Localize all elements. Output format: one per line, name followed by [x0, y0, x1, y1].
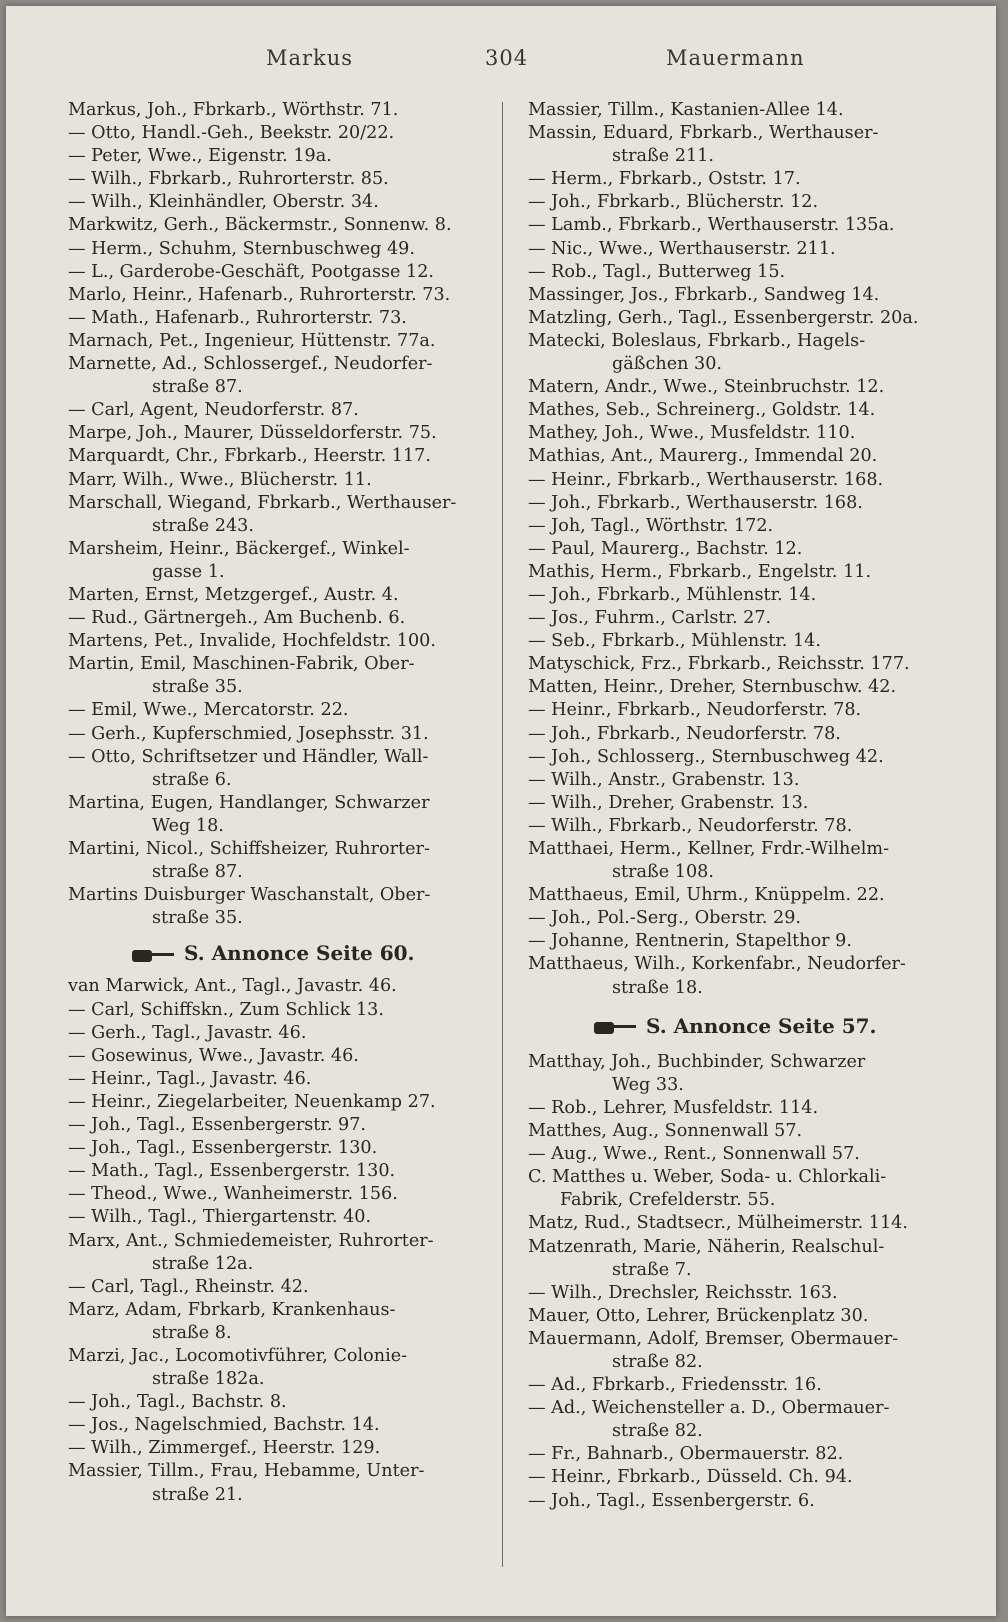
- directory-entry: — Herm., Schuhm, Sternbuschweg 49.: [68, 238, 415, 259]
- directory-page: [6, 6, 996, 1616]
- directory-entry-continuation: straße 18.: [612, 977, 703, 998]
- directory-entry: Matzenrath, Marie, Näherin, Realschul-: [528, 1236, 885, 1257]
- column-divider: [502, 102, 503, 1567]
- page-number: 304: [485, 46, 529, 70]
- directory-entry: — Joh., Fbrkarb., Mühlenstr. 14.: [528, 584, 817, 605]
- directory-entry: Martins Duisburger Waschanstalt, Ober-: [68, 885, 431, 906]
- directory-entry-continuation: straße 21.: [152, 1484, 243, 1505]
- directory-entry: — Heinr., Ziegelarbeiter, Neuenkamp 27.: [68, 1091, 436, 1112]
- directory-entry: Martina, Eugen, Handlanger, Schwarzer: [68, 792, 430, 813]
- directory-entry: Massinger, Jos., Fbrkarb., Sandweg 14.: [528, 284, 880, 305]
- directory-entry: — Carl, Agent, Neudorferstr. 87.: [68, 400, 359, 421]
- directory-entry: — Wilh., Anstr., Grabenstr. 13.: [528, 769, 800, 790]
- directory-entry: Mathey, Joh., Wwe., Musfeldstr. 110.: [528, 423, 856, 444]
- directory-entry: Matthaei, Herm., Kellner, Frdr.-Wilhelm-: [528, 839, 890, 859]
- directory-entry: Marschall, Wiegand, Fbrkarb., Werthauser-: [68, 492, 457, 513]
- directory-entry: — Rob., Tagl., Butterweg 15.: [528, 261, 786, 282]
- directory-entry: Massier, Tillm., Frau, Hebamme, Unter-: [68, 1461, 425, 1482]
- directory-entry: — Jos., Nagelschmied, Bachstr. 14.: [68, 1415, 380, 1436]
- directory-entry: — Seb., Fbrkarb., Mühlenstr. 14.: [528, 631, 821, 652]
- directory-entry: — Joh., Fbrkarb., Neudorferstr. 78.: [528, 723, 841, 744]
- directory-entry: Marsheim, Heinr., Bäckergef., Winkel-: [68, 538, 410, 559]
- directory-entry: — Emil, Wwe., Mercatorstr. 22.: [68, 700, 349, 721]
- directory-entry: — Gerh., Tagl., Javastr. 46.: [68, 1022, 307, 1043]
- directory-entry-continuation: straße 35.: [152, 908, 243, 929]
- annonce-text: S. Annonce Seite 57.: [646, 1013, 877, 1038]
- directory-entry: — Carl, Tagl., Rheinstr. 42.: [68, 1276, 309, 1297]
- directory-entry: Matten, Heinr., Dreher, Sternbuschw. 42.: [528, 677, 897, 698]
- right-column: [528, 99, 968, 1513]
- directory-entry: — Gosewinus, Wwe., Javastr. 46.: [68, 1045, 359, 1066]
- directory-entry: Marten, Ernst, Metzgergef., Austr. 4.: [68, 584, 399, 605]
- directory-entry-continuation: straße 243.: [152, 515, 254, 536]
- directory-entry: Marnach, Pet., Ingenieur, Hüttenstr. 77a.: [68, 330, 436, 351]
- directory-entry: — Wilh., Kleinhändler, Oberstr. 34.: [68, 192, 379, 213]
- directory-entry: — Joh., Tagl., Essenbergerstr. 6.: [528, 1490, 815, 1511]
- directory-entry: — Joh, Tagl., Wörthstr. 172.: [528, 515, 774, 536]
- directory-entry: Marnette, Ad., Schlossergef., Neudorfer-: [68, 354, 433, 375]
- directory-entry-continuation: straße 35.: [152, 677, 243, 698]
- page-header: [6, 46, 996, 76]
- directory-entry: — Aug., Wwe., Rent., Sonnenwall 57.: [528, 1144, 860, 1165]
- directory-entry-continuation: straße 87.: [152, 377, 243, 398]
- directory-entry: Matthaeus, Emil, Uhrm., Knüppelm. 22.: [528, 885, 885, 906]
- directory-entry: Marr, Wilh., Wwe., Blücherstr. 11.: [68, 469, 372, 490]
- directory-entry: — Rud., Gärtnergeh., Am Buchenb. 6.: [68, 608, 406, 629]
- directory-entry: — Wilh., Zimmergef., Heerstr. 129.: [68, 1438, 381, 1459]
- directory-entry: — Carl, Schiffskn., Zum Schlick 13.: [68, 999, 384, 1020]
- directory-entry: — Ad., Fbrkarb., Friedensstr. 16.: [528, 1375, 822, 1396]
- directory-entry: Marzi, Jac., Locomotivführer, Colonie-: [68, 1345, 408, 1366]
- directory-entry: — Wilh., Dreher, Grabenstr. 13.: [528, 792, 809, 813]
- directory-entry: Marpe, Joh., Maurer, Düsseldorferstr. 75.: [68, 423, 437, 444]
- pointing-hand-icon: [594, 1020, 636, 1034]
- directory-entry-continuation: gäßchen 30.: [612, 354, 723, 375]
- annonce-text: S. Annonce Seite 60.: [184, 941, 415, 966]
- directory-entry: Matzling, Gerh., Tagl., Essenbergerstr. 20a.: [528, 307, 919, 328]
- directory-entry-continuation: Fabrik, Crefelderstr. 55.: [560, 1190, 776, 1211]
- directory-entry-continuation: straße 12a.: [152, 1253, 254, 1274]
- directory-entry: — Paul, Maurerg., Bachstr. 12.: [528, 538, 803, 559]
- directory-entry: — Joh., Schlosserg., Sternbuschweg 42.: [528, 746, 884, 767]
- pointing-hand-icon: [132, 948, 174, 962]
- directory-entry: — L., Garderobe-Geschäft, Pootgasse 12.: [68, 261, 435, 282]
- directory-entry: Matthaeus, Wilh., Korkenfabr., Neudorfer-: [528, 954, 906, 975]
- directory-entry: — Otto, Handl.-Geh., Beekstr. 20/22.: [68, 123, 395, 144]
- directory-entry: — Wilh., Tagl., Thiergartenstr. 40.: [68, 1207, 372, 1228]
- directory-entry: Martin, Emil, Maschinen-Fabrik, Ober-: [68, 654, 415, 675]
- annonce-reference: [68, 930, 500, 975]
- directory-entry: Martini, Nicol., Schiffsheizer, Ruhrorter-: [68, 839, 430, 859]
- directory-entry-continuation: straße 108.: [612, 862, 714, 883]
- directory-entry: Markus, Joh., Fbrkarb., Wörthstr. 71.: [68, 100, 399, 120]
- directory-entry: Mauer, Otto, Lehrer, Brückenplatz 30.: [528, 1305, 869, 1326]
- directory-entry: — Jos., Fuhrm., Carlstr. 27.: [528, 608, 772, 629]
- annonce-reference: [528, 1000, 968, 1051]
- directory-entry: — Wilh., Fbrkarb., Ruhrorterstr. 85.: [68, 169, 389, 190]
- directory-entry: Matthes, Aug., Sonnenwall 57.: [528, 1121, 803, 1142]
- directory-entry-continuation: straße 82.: [612, 1421, 703, 1442]
- directory-entry: — Gerh., Kupferschmied, Josephsstr. 31.: [68, 723, 429, 744]
- directory-entry: — Joh., Tagl., Bachstr. 8.: [68, 1392, 287, 1413]
- directory-entry: — Theod., Wwe., Wanheimerstr. 156.: [68, 1184, 398, 1205]
- directory-entry-continuation: Weg 33.: [612, 1074, 684, 1095]
- directory-entry: — Rob., Lehrer, Musfeldstr. 114.: [528, 1097, 819, 1118]
- directory-entry: — Peter, Wwe., Eigenstr. 19a.: [68, 146, 332, 167]
- directory-entry: Matyschick, Frz., Fbrkarb., Reichsstr. 177.: [528, 654, 910, 675]
- header-left-keyword: Markus: [266, 46, 354, 70]
- directory-entry-continuation: straße 8.: [152, 1322, 232, 1343]
- directory-entry-continuation: straße 7.: [612, 1259, 692, 1280]
- directory-entry: Mathis, Herm., Fbrkarb., Engelstr. 11.: [528, 561, 872, 582]
- directory-entry: Marz, Adam, Fbrkarb, Krankenhaus-: [68, 1299, 396, 1320]
- directory-entry: van Marwick, Ant., Tagl., Javastr. 46.: [68, 976, 397, 997]
- directory-entry: — Otto, Schriftsetzer und Händler, Wall-: [68, 746, 429, 767]
- directory-entry: — Heinr., Tagl., Javastr. 46.: [68, 1068, 312, 1089]
- directory-entry: — Math., Hafenarb., Ruhrorterstr. 73.: [68, 307, 407, 328]
- directory-entry-continuation: straße 6.: [152, 769, 232, 790]
- directory-entry: — Fr., Bahnarb., Obermauerstr. 82.: [528, 1444, 844, 1465]
- directory-entry: — Ad., Weichensteller a. D., Obermauer-: [528, 1398, 890, 1419]
- directory-entry: — Joh., Fbrkarb., Werthauserstr. 168.: [528, 492, 863, 513]
- directory-entry-continuation: gasse 1.: [152, 561, 225, 582]
- directory-entry: Matthay, Joh., Buchbinder, Schwarzer: [528, 1051, 866, 1072]
- directory-entry: — Math., Tagl., Essenbergerstr. 130.: [68, 1161, 396, 1182]
- directory-entry: — Herm., Fbrkarb., Oststr. 17.: [528, 169, 801, 190]
- left-column: [68, 99, 500, 1507]
- directory-entry: — Joh., Tagl., Essenbergerstr. 97.: [68, 1115, 367, 1136]
- directory-entry: — Heinr., Fbrkarb., Düsseld. Ch. 94.: [528, 1467, 853, 1488]
- header-right-keyword: Mauermann: [666, 46, 805, 70]
- directory-entry: — Heinr., Fbrkarb., Werthauserstr. 168.: [528, 469, 884, 490]
- directory-entry: Matecki, Boleslaus, Fbrkarb., Hagels-: [528, 330, 866, 351]
- directory-entry: Mauermann, Adolf, Bremser, Obermauer-: [528, 1328, 899, 1349]
- directory-entry: — Joh., Tagl., Essenbergerstr. 130.: [68, 1138, 378, 1159]
- directory-entry: Marx, Ant., Schmiedemeister, Ruhrorter-: [68, 1230, 434, 1251]
- directory-entry: — Johanne, Rentnerin, Stapelthor 9.: [528, 931, 852, 952]
- directory-entry-continuation: straße 87.: [152, 862, 243, 883]
- directory-entry: Massier, Tillm., Kastanien-Allee 14.: [528, 100, 844, 120]
- directory-entry: C. Matthes u. Weber, Soda- u. Chlorkali-: [528, 1167, 887, 1188]
- directory-entry: Marlo, Heinr., Hafenarb., Ruhrorterstr. 73.: [68, 284, 451, 305]
- directory-entry: Mathes, Seb., Schreinerg., Goldstr. 14.: [528, 400, 876, 421]
- directory-entry: Mathias, Ant., Maurerg., Immendal 20.: [528, 446, 878, 467]
- directory-entry: Massin, Eduard, Fbrkarb., Werthauser-: [528, 123, 879, 144]
- directory-entry: Matz, Rud., Stadtsecr., Mülheimerstr. 114.: [528, 1213, 908, 1234]
- directory-entry: — Joh., Fbrkarb., Blücherstr. 12.: [528, 192, 819, 213]
- directory-entry: — Nic., Wwe., Werthauserstr. 211.: [528, 238, 836, 259]
- directory-entry: — Lamb., Fbrkarb., Werthauserstr. 135a.: [528, 215, 895, 236]
- directory-entry: — Wilh., Fbrkarb., Neudorferstr. 78.: [528, 815, 853, 836]
- directory-entry: — Joh., Pol.-Serg., Oberstr. 29.: [528, 908, 801, 929]
- directory-entry: — Heinr., Fbrkarb., Neudorferstr. 78.: [528, 700, 862, 721]
- directory-entry-continuation: Weg 18.: [152, 815, 224, 836]
- directory-entry-continuation: straße 82.: [612, 1351, 703, 1372]
- directory-entry-continuation: straße 211.: [612, 146, 714, 167]
- directory-entry: Markwitz, Gerh., Bäckermstr., Sonnenw. 8.: [68, 215, 452, 236]
- directory-entry: Martens, Pet., Invalide, Hochfeldstr. 100.: [68, 631, 436, 652]
- directory-entry: Matern, Andr., Wwe., Steinbruchstr. 12.: [528, 377, 885, 398]
- directory-entry-continuation: straße 182a.: [152, 1369, 265, 1390]
- directory-entry: Marquardt, Chr., Fbrkarb., Heerstr. 117.: [68, 446, 431, 467]
- directory-entry: — Wilh., Drechsler, Reichsstr. 163.: [528, 1282, 838, 1303]
